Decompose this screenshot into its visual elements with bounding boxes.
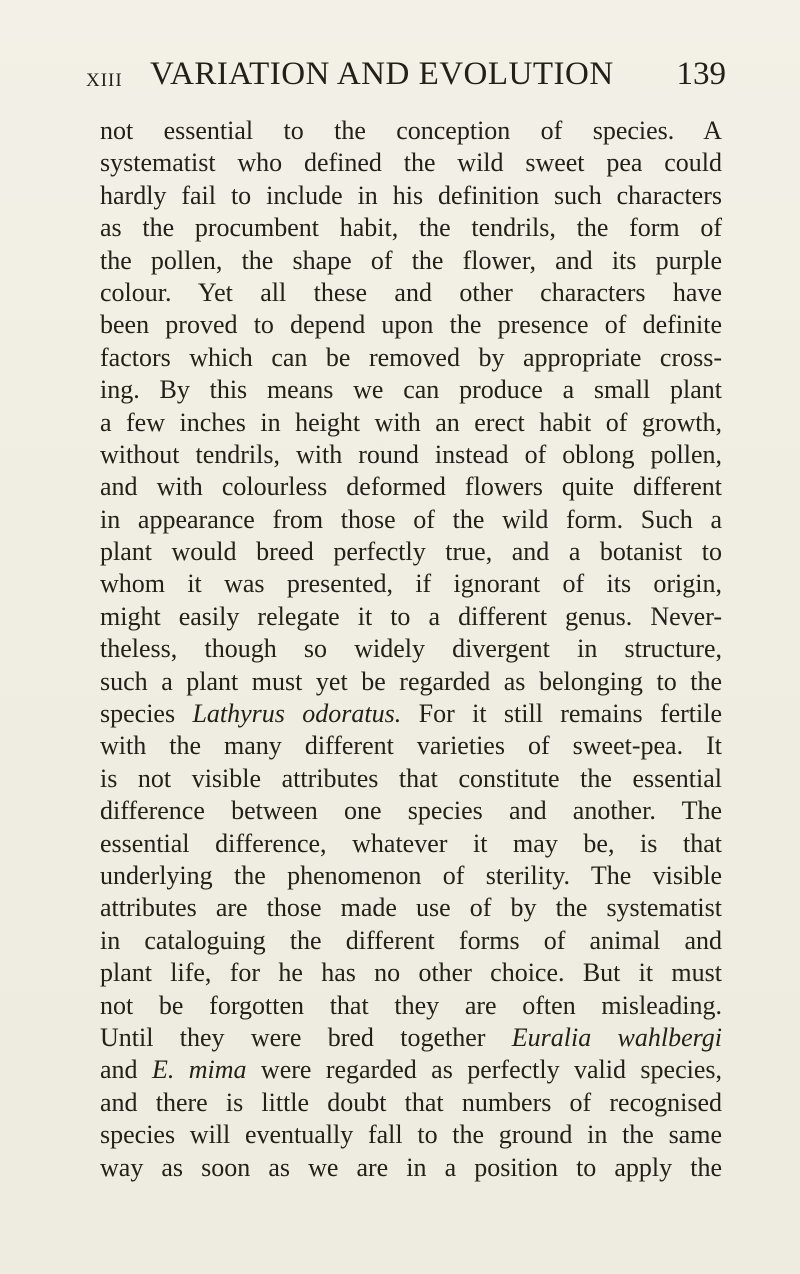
text-line xyxy=(100,439,722,471)
line-text: and xyxy=(100,1055,152,1085)
text-line xyxy=(100,795,722,827)
text-line xyxy=(100,1022,722,1054)
line-text: been proved to depend upon the presence of definite xyxy=(100,310,722,340)
line-text: with the many different varieties of sweet-pea. It xyxy=(100,731,722,761)
text-line xyxy=(100,342,722,374)
italic-name: Lathyrus odoratus. xyxy=(192,699,402,729)
text-line xyxy=(100,698,722,730)
line-text: plant would breed perfectly true, and a botanist to xyxy=(100,537,722,567)
running-header xyxy=(86,56,726,96)
line-text: ing. By this means we can produce a small plant xyxy=(100,375,722,405)
line-text: underlying the phenomenon of sterility. The visible xyxy=(100,860,722,890)
line-text: and with colourless deformed flowers quite different xyxy=(100,472,722,502)
text-line xyxy=(100,536,722,568)
text-line xyxy=(100,115,722,147)
line-text: species will eventually fall to the ground in the same xyxy=(100,1120,722,1150)
line-text: in cataloguing the different forms of animal and xyxy=(100,925,722,955)
text-line xyxy=(100,1054,722,1086)
text-line xyxy=(100,633,722,665)
text-line xyxy=(100,860,722,892)
line-text: hardly fail to include in his definition such characters xyxy=(100,180,722,210)
line-text: not be forgotten that they are often misleading. xyxy=(100,990,722,1020)
page-number: 139 xyxy=(676,56,726,92)
line-text: difference between one species and another. The xyxy=(100,796,722,826)
line-text-after: were regarded as perfectly valid species, xyxy=(246,1055,722,1085)
line-text: not essential to the conception of species. A xyxy=(100,116,722,145)
running-title: VARIATION AND EVOLUTION xyxy=(150,56,614,92)
italic-name: Euralia wahlbergi xyxy=(511,1022,723,1052)
line-text: might easily relegate it to a different genus. Never- xyxy=(100,601,722,631)
line-text: without tendrils, with round instead of oblong pollen, xyxy=(100,439,722,469)
line-text: theless, though so widely divergent in structure, xyxy=(100,634,722,664)
text-line xyxy=(100,180,722,212)
text-line xyxy=(100,245,722,277)
text-line xyxy=(100,990,722,1022)
line-text: way as soon as we are in a position to apply the xyxy=(100,1152,722,1182)
line-text: plant life, for he has no other choice. But it must xyxy=(100,958,722,988)
line-text: factors which can be removed by appropriate cross- xyxy=(100,342,722,372)
line-text: species xyxy=(100,699,193,729)
line-text: Until they were bred together xyxy=(100,1022,512,1052)
line-text: systematist who defined the wild sweet pea could xyxy=(100,148,722,178)
text-line xyxy=(100,147,722,179)
line-text: whom it was presented, if ignorant of its origin, xyxy=(100,569,722,599)
line-text-after: For it still remains fertile xyxy=(401,699,723,729)
text-line xyxy=(100,1087,722,1119)
text-line xyxy=(100,730,722,762)
text-line xyxy=(100,504,722,536)
text-line xyxy=(100,601,722,633)
line-text: attributes are those made use of by the systematist xyxy=(100,893,722,923)
line-text: a few inches in height with an erect habit of growth, xyxy=(100,407,722,437)
text-line xyxy=(100,568,722,600)
text-line xyxy=(100,407,722,439)
italic-name: E. mima xyxy=(151,1055,247,1085)
line-text: essential difference, whatever it may be, is that xyxy=(100,828,722,858)
text-line xyxy=(100,1119,722,1151)
text-line xyxy=(100,1152,722,1184)
text-line xyxy=(100,309,722,341)
text-line xyxy=(100,957,722,989)
text-line xyxy=(100,763,722,795)
line-text: the pollen, the shape of the flower, and its purple xyxy=(100,245,722,275)
line-text: in appearance from those of the wild form. Such a xyxy=(100,504,722,534)
text-line xyxy=(100,212,722,244)
text-line xyxy=(100,277,722,309)
text-line xyxy=(100,471,722,503)
line-text: is not visible attributes that constitute the essential xyxy=(100,763,722,793)
chapter-number: XIII xyxy=(86,70,123,91)
text-line xyxy=(100,374,722,406)
text-line xyxy=(100,925,722,957)
line-text: colour. Yet all these and other characters have xyxy=(100,277,722,307)
line-text: such a plant must yet be regarded as belonging to the xyxy=(100,666,722,696)
line-text: and there is little doubt that numbers of recognised xyxy=(100,1087,722,1117)
text-line xyxy=(100,828,722,860)
text-line xyxy=(100,666,722,698)
line-text: as the procumbent habit, the tendrils, the form of xyxy=(100,213,722,243)
body-text xyxy=(100,115,722,1184)
text-line xyxy=(100,892,722,924)
